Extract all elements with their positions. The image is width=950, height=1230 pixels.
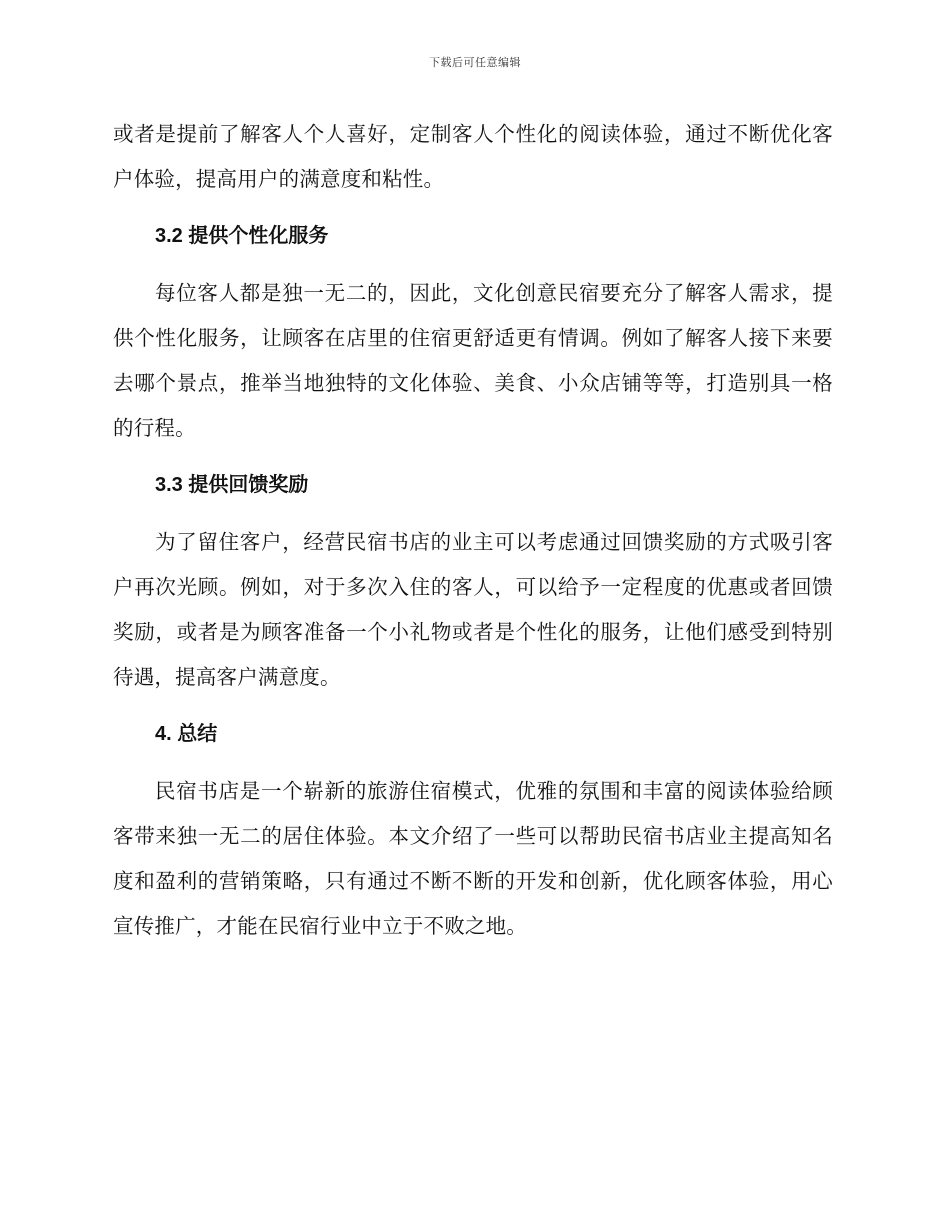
section-heading-3-2: 3.2 提供个性化服务 xyxy=(155,225,329,247)
document-body xyxy=(113,112,833,949)
section-heading-3-3: 3.3 提供回馈奖励 xyxy=(155,474,309,496)
header-note: 下载后可任意编辑 xyxy=(429,56,521,69)
section-paragraph-3-3: 为了留住客户，经营民宿书店的业主可以考虑通过回馈奖励的方式吸引客户再次光顾。例如，对于多次入住的客人，可以给予一定程度的优惠或者回馈奖励，或者是为顾客准备一个小礼物或者是个性化的服务，让他们感受到特别待遇，提高客户满意度。 xyxy=(113,530,833,689)
section-paragraph-4: 民宿书店是一个崭新的旅游住宿模式，优雅的氛围和丰富的阅读体验给顾客带来独一无二的居住体验。本文介绍了一些可以帮助民宿书店业主提高知名度和盈利的营销策略，只有通过不断不断的开发和创新，优化顾客体验，用心宣传推广，才能在民宿行业中立于不败之地。 xyxy=(113,779,833,938)
section-paragraph-3-2: 每位客人都是独一无二的，因此，文化创意民宿要充分了解客人需求，提供个性化服务，让顾客在店里的住宿更舒适更有情调。例如了解客人接下来要去哪个景点，推举当地独特的文化体验、美食、小众店铺等等，打造别具一格的行程。 xyxy=(113,281,833,440)
intro-paragraph: 或者是提前了解客人个人喜好，定制客人个性化的阅读体验，通过不断优化客户体验，提高用户的满意度和粘性。 xyxy=(113,122,833,191)
section-heading-4: 4. 总结 xyxy=(155,723,218,745)
